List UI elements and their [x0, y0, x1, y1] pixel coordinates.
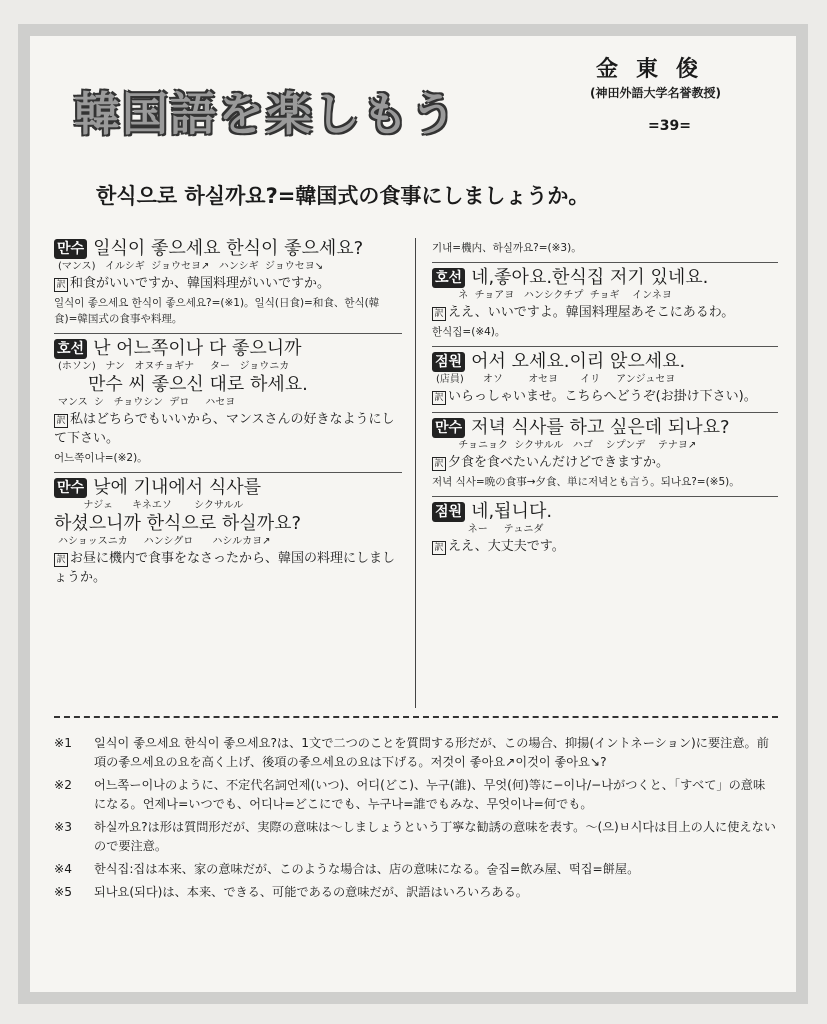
korean-line: [432, 267, 778, 289]
footnote-text: 어느쪽ー이나のように、不定代名詞언제(いつ)、어디(どこ)、누구(誰)、무엇(何)等に−이나/−나がつくと、「すべて」の意味になる。언제나=いつでも、어디나=どこにでも、누구나=誰でもみな、무엇이나=何でも。: [94, 778, 766, 811]
korean-line: [54, 238, 402, 260]
translation-text: お昼に機内で食事をなさったから、韓国の料理にしましょうか。: [54, 551, 396, 585]
korean-text: 만수 씨 좋으신 대로 하세요.: [88, 374, 308, 395]
korean-text: 낮에 기내에서 식사를: [93, 477, 261, 498]
section-rule: [432, 412, 778, 413]
footnote-item: [54, 776, 776, 814]
footnote-item: [54, 818, 776, 856]
korean-line: [432, 417, 778, 439]
vocab-note: 저녁 식사=晩の食事→夕食、単に저녁とも言う。되나요?=(※5)。: [432, 476, 740, 488]
footnotes: [54, 734, 776, 906]
section-rule: [432, 496, 778, 497]
dialogue-block: [432, 417, 778, 490]
vocab-note: 한식집=(※4)。: [432, 326, 506, 338]
footnote-text: 한식집:집は本来、家の意味だが、このような場合は、店の意味になる。술집=飲み屋、떡집=餅屋。: [94, 862, 640, 876]
section-rule: [432, 262, 778, 263]
section-rule: [432, 346, 778, 347]
translation-mark: 訳: [54, 278, 68, 292]
speaker-badge: 호선: [54, 339, 87, 359]
kana-reading: ナジェ キネエソ シクサルル: [58, 500, 244, 511]
section-rule: [54, 472, 402, 473]
translation-mark: 訳: [54, 553, 68, 567]
kana-reading: ネ チョアヨ ハンシクチプ チョギ インネヨ: [436, 290, 672, 301]
japanese-translation: [432, 303, 778, 322]
korean-text: 일식이 좋으세요 한식이 좋으세요?: [93, 238, 364, 259]
korean-text: 난 어느쪽이나 다 좋으니까: [93, 338, 302, 359]
kana-reading: チョニョク シクサルル ハゴ シプンデ テナヨ↗: [436, 440, 697, 451]
speaker-badge: 만수: [54, 478, 87, 498]
translation-mark: 訳: [432, 307, 446, 321]
korean-line: [54, 338, 402, 360]
dialogue-block: [432, 501, 778, 556]
vocab-note: 기내=機内、하실까요?=(※3)。: [432, 242, 582, 254]
translation-text: いらっしゃいませ。こちらへどうぞ(お掛け下さい)。: [448, 389, 757, 404]
japanese-translation: [432, 387, 778, 406]
footnote-text: 되나요(되다)は、本来、できる、可能であるの意味だが、訳語はいろいろある。: [94, 885, 528, 899]
korean-text: 네,됩니다.: [471, 501, 553, 522]
dialogue-block: [54, 338, 402, 466]
footnote-mark: ※1: [54, 736, 72, 750]
speaker-badge: 점원: [432, 352, 465, 372]
korean-line: [54, 513, 402, 535]
japanese-translation: [432, 453, 778, 472]
article-headline: 한식으로 하실까요?=韓国式の食事にしましょうか。: [96, 184, 590, 208]
footnote-item: [54, 734, 776, 772]
translation-text: ええ、いいですよ。韓国料理屋あそこにあるわ。: [448, 305, 735, 320]
japanese-translation: [54, 410, 402, 448]
kana-reading: (店員) オソ オセヨ イリ アンジュセヨ: [436, 374, 676, 385]
vocab-note: 일식이 좋으세요 한식이 좋으세요?=(※1)。일식(日食)=和食、한식(韓食)=韓国式の食事や料理。: [54, 297, 380, 325]
footnote-mark: ※3: [54, 820, 72, 834]
kana-reading: ネー テュニダ: [436, 524, 544, 535]
vocab-note: 어느쪽이나=(※2)。: [54, 452, 148, 464]
korean-line: [54, 477, 402, 499]
translation-mark: 訳: [54, 414, 68, 428]
left-column: [54, 238, 402, 593]
japanese-translation: [432, 537, 778, 556]
translation-text: 夕食を食べたいんだけどできますか。: [448, 455, 670, 470]
kana-reading: (マンス) イルシギ ジョウセヨ↗ ハンシギ ジョウセヨ↘: [58, 261, 324, 272]
translation-text: ええ、大丈夫です。: [448, 539, 565, 554]
footnote-mark: ※5: [54, 885, 72, 899]
dialogue-block: [54, 238, 402, 327]
korean-line: [432, 351, 778, 373]
footnote-mark: ※4: [54, 862, 72, 876]
translation-text: 和食がいいですか、韓国料理がいいですか。: [70, 276, 331, 291]
issue-number: =39=: [648, 118, 691, 134]
korean-line: [432, 501, 778, 523]
footnote-item: [54, 860, 776, 879]
translation-mark: 訳: [432, 457, 446, 471]
japanese-translation: [54, 274, 402, 293]
translation-mark: 訳: [432, 541, 446, 555]
korean-text: 네,좋아요.한식집 저기 있네요.: [471, 267, 709, 288]
speaker-badge: 호선: [432, 268, 465, 288]
dialogue-block: [432, 267, 778, 340]
speaker-badge: 만수: [432, 418, 465, 438]
kana-reading: マンス シ チョウシン デロ ハセヨ: [58, 397, 236, 408]
speaker-badge: 점원: [432, 502, 465, 522]
column-divider: [415, 238, 416, 708]
author-affiliation: (神田外語大学名誉教授): [590, 86, 721, 100]
dialogue-block: [432, 240, 778, 256]
speaker-badge: 만수: [54, 239, 87, 259]
kana-reading: (ホソン) ナン オヌチョギナ ター ジョウニカ: [58, 361, 290, 372]
footnote-text: 일식이 좋으세요 한식이 좋으세요?は、1文で二つのことを質問する形だが、この場合、抑揚(イントネーション)に要注意。前項の좋으세요の요を高く上げ、後項の좋으세요の요は下げる。저것이 좋아요↗이것이 좋아요↘?: [94, 736, 769, 769]
kana-reading: ハショッスニカ ハンシグロ ハシルカヨ↗: [58, 536, 271, 547]
korean-text: 저녁 식사를 하고 싶은데 되나요?: [471, 417, 730, 438]
series-title: 韓国語を楽しもう: [74, 87, 458, 141]
right-column: [432, 238, 778, 562]
japanese-translation: [54, 549, 402, 587]
footnote-item: [54, 883, 776, 902]
footnote-mark: ※2: [54, 778, 72, 792]
korean-line: [54, 374, 402, 396]
translation-mark: 訳: [432, 391, 446, 405]
korean-text: 어서 오세요.이리 앉으세요.: [471, 351, 686, 372]
dialogue-block: [54, 477, 402, 587]
dialogue-block: [432, 351, 778, 406]
korean-text: 하셨으니까 한식으로 하실까요?: [54, 513, 302, 534]
author-name: 金東俊: [596, 57, 717, 82]
translation-text: 私はどちらでもいいから、マンスさんの好きなようにして下さい。: [54, 412, 395, 446]
footnote-separator: [54, 716, 778, 718]
section-rule: [54, 333, 402, 334]
footnote-text: 하실까요?は形は質問形だが、実際の意味は〜しましょうという丁寧な勧誘の意味を表す。〜(으)ㅂ시다は目上の人に使えないので要注意。: [94, 820, 776, 853]
